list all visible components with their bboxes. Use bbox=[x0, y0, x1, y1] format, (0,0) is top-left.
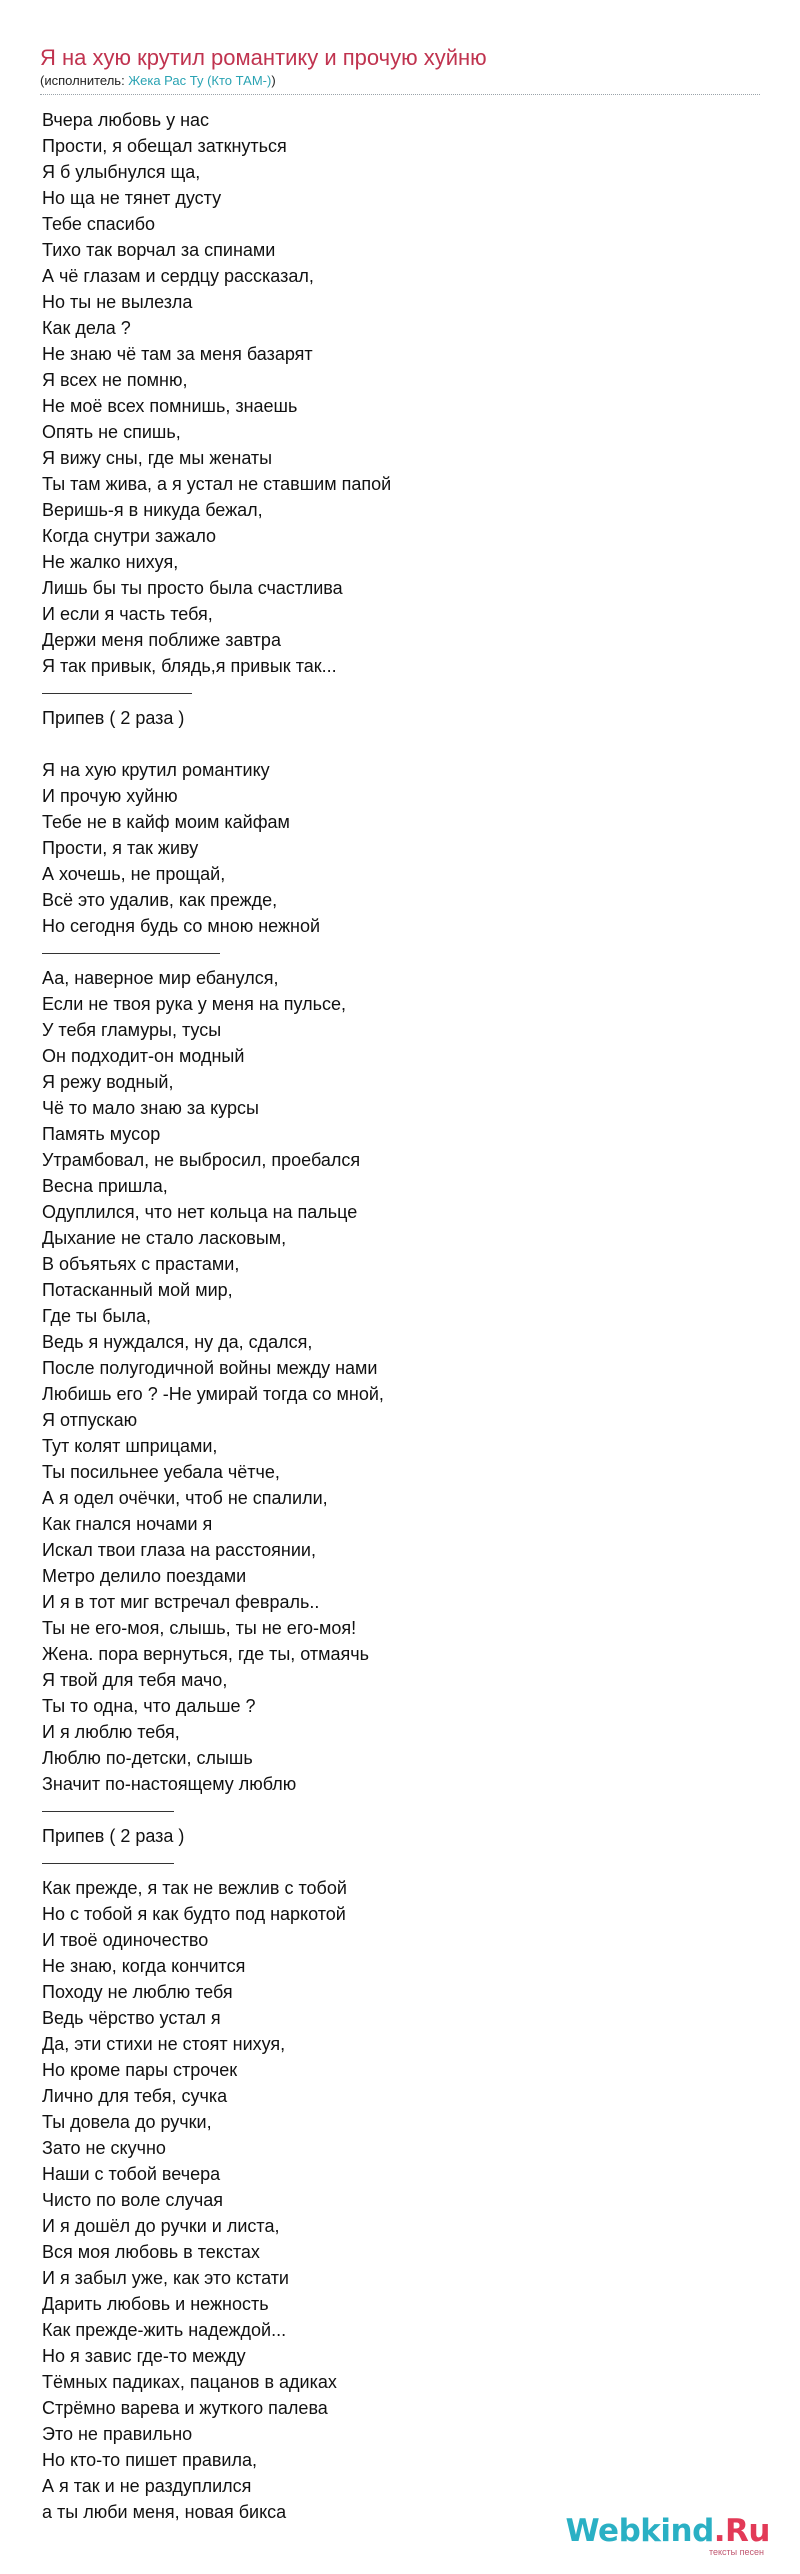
lyrics-line: Но ты не вылезла bbox=[42, 292, 193, 312]
performer-link[interactable]: Жека Рас Ту (Кто ТАМ-) bbox=[128, 73, 272, 88]
separator-rule bbox=[42, 1849, 174, 1864]
lyrics-line: Это не правильно bbox=[42, 2424, 193, 2444]
lyrics-line: Но кто-то пишет правила, bbox=[42, 2450, 257, 2470]
lyrics-line: Лишь бы ты просто была счастлива bbox=[42, 578, 343, 598]
lyrics-line: Я твой для тебя мачо, bbox=[42, 1670, 228, 1690]
lyrics-line: Чисто по воле случая bbox=[42, 2190, 223, 2210]
lyrics-line: Не знаю чё там за меня базарят bbox=[42, 344, 313, 364]
lyrics-line: Потасканный мой мир, bbox=[42, 1280, 233, 1300]
lyrics-line: Ты посильнее уебала чётче, bbox=[42, 1462, 280, 1482]
performer-suffix: ) bbox=[271, 73, 276, 88]
lyrics-line: Всё это удалив, как прежде, bbox=[42, 890, 278, 910]
lyrics-separator bbox=[42, 1797, 742, 1823]
lyrics-line: Я режу водный, bbox=[42, 1072, 174, 1092]
performer-line bbox=[40, 72, 276, 90]
lyrics-separator bbox=[42, 939, 742, 965]
separator-rule bbox=[42, 679, 192, 694]
lyrics-line: После полугодичной войны между нами bbox=[42, 1358, 378, 1378]
lyrics-text bbox=[42, 107, 742, 2525]
lyrics-line: Ты не его-моя, слышь, ты не его-моя! bbox=[42, 1618, 357, 1638]
lyrics-separator bbox=[42, 1849, 742, 1875]
lyrics-line: А хочешь, не прощай, bbox=[42, 864, 226, 884]
lyrics-line: А я одел очёчки, чтоб не спалили, bbox=[42, 1488, 328, 1508]
lyrics-line: Зато не скучно bbox=[42, 2138, 166, 2158]
lyrics-line: Я вижу сны, где мы женаты bbox=[42, 448, 273, 468]
lyrics-line: Да, эти стихи не стоят нихуя, bbox=[42, 2034, 286, 2054]
lyrics-line: Но сегодня будь со мною нежной bbox=[42, 916, 321, 936]
lyrics-line: Память мусор bbox=[42, 1124, 161, 1144]
lyrics-line: И я в тот миг встречал февраль.. bbox=[42, 1592, 320, 1612]
lyrics-line: Но ща не тянет дусту bbox=[42, 188, 222, 208]
lyrics-line: Аа, наверное мир ебанулся, bbox=[42, 968, 279, 988]
logo-tagline: тексты песен bbox=[708, 2547, 764, 2557]
lyrics-line: Дарить любовь и нежность bbox=[42, 2294, 269, 2314]
lyrics-line: Ты довела до ручки, bbox=[42, 2112, 212, 2132]
lyrics-line: Наши с тобой вечера bbox=[42, 2164, 221, 2184]
logo-wordmark bbox=[565, 2514, 770, 2548]
lyrics-line: Как гнался ночами я bbox=[42, 1514, 213, 1534]
performer-prefix: (исполнитель: bbox=[40, 73, 129, 88]
lyrics-line: В объятьях с прастами, bbox=[42, 1254, 240, 1274]
lyrics-line: Когда снутри зажало bbox=[42, 526, 217, 546]
lyrics-line: А чё глазам и сердцу рассказал, bbox=[42, 266, 314, 286]
lyrics-line: Я так привык, блядь,я привык так... bbox=[42, 656, 337, 676]
lyrics-line: Не знаю, когда кончится bbox=[42, 1956, 246, 1976]
logo-brand-main: Webkind bbox=[565, 2513, 714, 2549]
site-logo[interactable] bbox=[565, 2513, 770, 2558]
lyrics-line: Дыхание не стало ласковым, bbox=[42, 1228, 287, 1248]
lyrics-line: Вся моя любовь в текстах bbox=[42, 2242, 260, 2262]
lyrics-line: Как прежде, я так не вежлив с тобой bbox=[42, 1878, 347, 1898]
lyrics-line: Метро делило поездами bbox=[42, 1566, 247, 1586]
lyrics-line: Искал твои глаза на расстоянии, bbox=[42, 1540, 316, 1560]
lyrics-line: а ты люби меня, новая бикса bbox=[42, 2502, 287, 2522]
lyrics-line: Значит по-настоящему люблю bbox=[42, 1774, 297, 1794]
song-title: Я на хую крутил романтику и прочую хуйню bbox=[40, 45, 487, 70]
lyrics-line: Тихо так ворчал за спинами bbox=[42, 240, 276, 260]
lyrics-line: Тёмных падиках, пацанов в адиках bbox=[42, 2372, 337, 2392]
lyrics-line: Если не твоя рука у меня на пульсе, bbox=[42, 994, 347, 1014]
lyrics-line: И прочую хуйню bbox=[42, 786, 178, 806]
lyrics-line: Припев ( 2 раза ) bbox=[42, 1826, 185, 1846]
lyrics-line: Тебе не в кайф моим кайфам bbox=[42, 812, 290, 832]
lyrics-line: Ты там жива, а я устал не ставшим папой bbox=[42, 474, 392, 494]
lyrics-line: Ты то одна, что дальше ? bbox=[42, 1696, 256, 1716]
lyrics-line: Вчера любовь у нас bbox=[42, 110, 210, 130]
lyrics-line: Одуплился, что нет кольца на пальце bbox=[42, 1202, 358, 1222]
separator-rule bbox=[42, 1797, 174, 1812]
lyrics-line: Я б улыбнулся ща, bbox=[42, 162, 201, 182]
lyrics-blank-line bbox=[42, 731, 742, 757]
lyrics-line: Тебе спасибо bbox=[42, 214, 156, 234]
lyrics-line: Припев ( 2 раза ) bbox=[42, 708, 185, 728]
lyrics-line: Походу не люблю тебя bbox=[42, 1982, 233, 2002]
lyrics-line: Я всех не помню, bbox=[42, 370, 188, 390]
lyrics-line: Лично для тебя, сучка bbox=[42, 2086, 228, 2106]
lyrics-line: Как прежде-жить надеждой... bbox=[42, 2320, 287, 2340]
lyrics-line: У тебя гламуры, тусы bbox=[42, 1020, 222, 1040]
lyrics-line: Но кроме пары строчек bbox=[42, 2060, 238, 2080]
lyrics-line: Я отпускаю bbox=[42, 1410, 138, 1430]
lyrics-line: Не жалко нихуя, bbox=[42, 552, 179, 572]
logo-brand-tld: .Ru bbox=[713, 2513, 770, 2549]
lyrics-line: Жена. пора вернуться, где ты, отмаячь bbox=[42, 1644, 370, 1664]
lyrics-line: Где ты была, bbox=[42, 1306, 152, 1326]
lyrics-line: Стрёмно варева и жуткого палева bbox=[42, 2398, 328, 2418]
lyrics-line: Прости, я обещал заткнуться bbox=[42, 136, 287, 156]
lyrics-line: Опять не спишь, bbox=[42, 422, 181, 442]
lyrics-line: Люблю по-детски, слышь bbox=[42, 1748, 253, 1768]
lyrics-line: И если я часть тебя, bbox=[42, 604, 213, 624]
separator-rule bbox=[42, 939, 220, 954]
title-divider bbox=[40, 94, 760, 95]
lyrics-line: Ведь я нуждался, ну да, сдался, bbox=[42, 1332, 313, 1352]
lyrics-line: Держи меня поближе завтра bbox=[42, 630, 281, 650]
lyrics-line: И я забыл уже, как это кстати bbox=[42, 2268, 289, 2288]
lyrics-line: Не моё всех помнишь, знаешь bbox=[42, 396, 298, 416]
lyrics-line: А я так и не раздуплился bbox=[42, 2476, 252, 2496]
lyrics-line: Утрамбовал, не выбросил, проебался bbox=[42, 1150, 361, 1170]
lyrics-line: Ведь чёрство устал я bbox=[42, 2008, 221, 2028]
lyrics-line: Как дела ? bbox=[42, 318, 131, 338]
lyrics-line: Тут колят шприцами, bbox=[42, 1436, 218, 1456]
lyrics-line: Но с тобой я как будто под наркотой bbox=[42, 1904, 346, 1924]
lyrics-line: Он подходит-он модный bbox=[42, 1046, 245, 1066]
lyrics-line: Веришь-я в никуда бежал, bbox=[42, 500, 263, 520]
lyrics-line: Любишь его ? -Не умирай тогда со мной, bbox=[42, 1384, 384, 1404]
lyrics-line: Но я завис где-то между bbox=[42, 2346, 246, 2366]
lyrics-line: Я на хую крутил романтику bbox=[42, 760, 270, 780]
lyrics-line: И я дошёл до ручки и листа, bbox=[42, 2216, 280, 2236]
lyrics-line: Прости, я так живу bbox=[42, 838, 199, 858]
lyrics-line: И твоё одиночество bbox=[42, 1930, 209, 1950]
lyrics-separator bbox=[42, 679, 742, 705]
lyrics-line: Весна пришла, bbox=[42, 1176, 168, 1196]
lyrics-line: Чё то мало знаю за курсы bbox=[42, 1098, 259, 1118]
lyrics-line: И я люблю тебя, bbox=[42, 1722, 180, 1742]
